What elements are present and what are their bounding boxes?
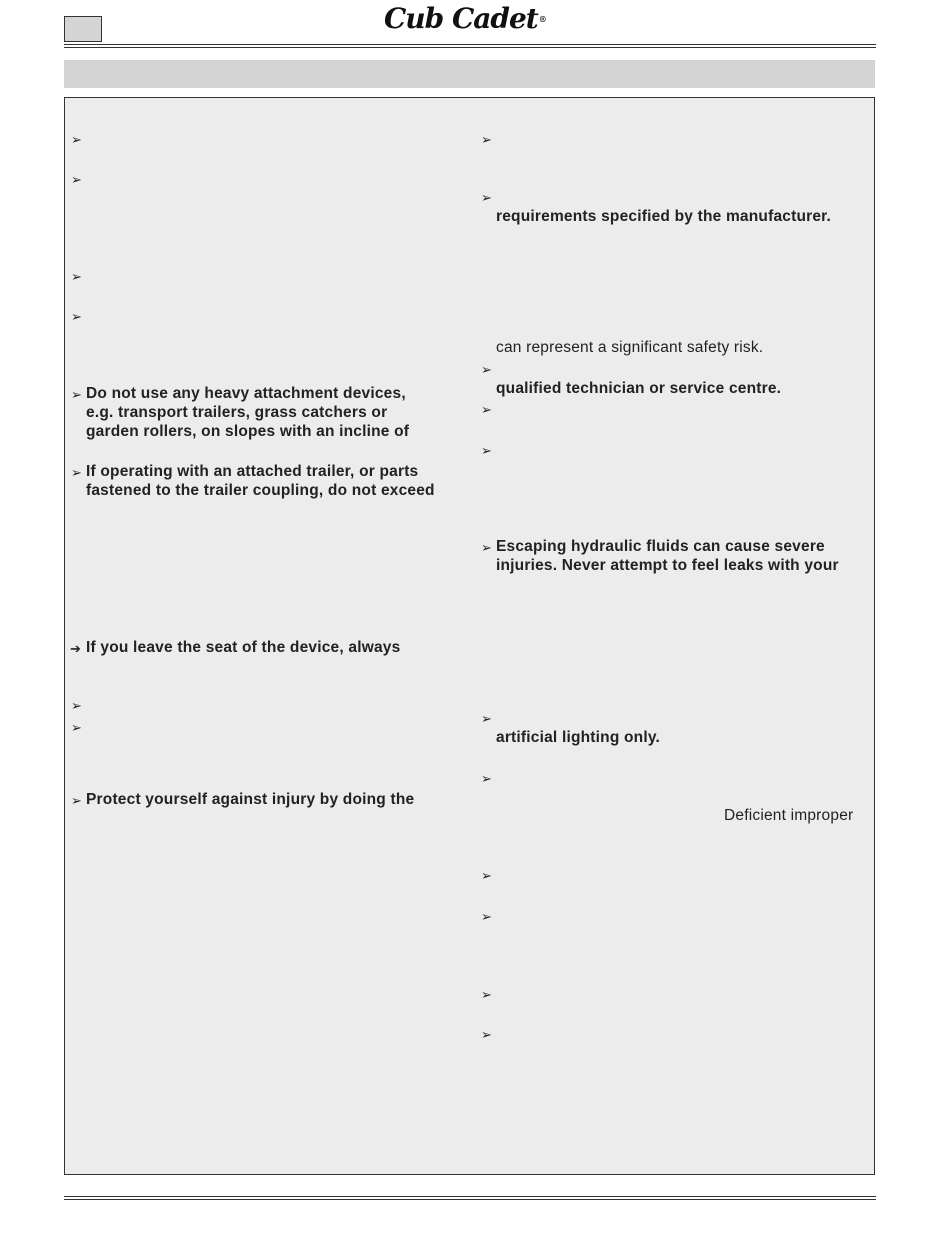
heavy-attachments-line-2: e.g. transport trailers, grass catchers or <box>86 404 388 421</box>
arrowhead-bullet-icon: ➢ <box>71 172 82 187</box>
leave-seat-line: If you leave the seat of the device, always <box>86 639 401 656</box>
deficient-line: Deficient improper <box>724 807 854 824</box>
qualified-line: qualified technician or service centre. <box>496 380 782 397</box>
arrowhead-bullet-icon: ➢ <box>71 720 82 735</box>
trailer-line-2: fastened to the trailer coupling, do not exceed <box>86 482 435 499</box>
safety-risk-line: can represent a significant safety risk. <box>496 339 764 356</box>
requirements-line: requirements specified by the manufacturer. <box>496 208 832 225</box>
arrowhead-bullet-icon: ➢ <box>71 387 82 402</box>
footer-rule <box>64 1199 876 1200</box>
arrowhead-bullet-icon: ➢ <box>481 402 492 417</box>
registered-mark: ® <box>538 14 546 24</box>
arrowhead-bullet-icon: ➢ <box>71 132 82 147</box>
arrowhead-bullet-icon: ➢ <box>71 269 82 284</box>
arrowhead-bullet-icon: ➢ <box>481 132 492 147</box>
arrowhead-bullet-icon: ➢ <box>71 698 82 713</box>
cub-cadet-logo <box>384 4 546 34</box>
arrowhead-bullet-icon: ➢ <box>481 771 492 786</box>
arrowhead-bullet-icon: ➢ <box>481 443 492 458</box>
header-rule <box>64 44 876 45</box>
arrowhead-bullet-icon: ➢ <box>71 793 82 808</box>
arrowhead-bullet-icon: ➢ <box>71 309 82 324</box>
heavy-attachments-line-3: garden rollers, on slopes with an incline of <box>86 423 410 440</box>
arrowhead-bullet-icon: ➢ <box>71 465 82 480</box>
right-arrow-bullet-icon: ➔ <box>70 641 81 656</box>
trailer-line-1: If operating with an attached trailer, or parts <box>86 463 419 480</box>
protect-line: Protect yourself against injury by doing the <box>86 791 415 808</box>
page-number-box <box>64 16 102 42</box>
arrowhead-bullet-icon: ➢ <box>481 868 492 883</box>
arrowhead-bullet-icon: ➢ <box>481 987 492 1002</box>
section-title-band <box>64 60 875 88</box>
safety-instructions-box <box>64 97 875 1175</box>
footer-rule <box>64 1196 876 1197</box>
lighting-line: artificial lighting only. <box>496 729 661 746</box>
arrowhead-bullet-icon: ➢ <box>481 190 492 205</box>
arrowhead-bullet-icon: ➢ <box>481 1027 492 1042</box>
arrowhead-bullet-icon: ➢ <box>481 540 492 555</box>
arrowhead-bullet-icon: ➢ <box>481 711 492 726</box>
logo-text: Cub Cadet <box>384 2 538 35</box>
hydraulic-line-2: injuries. Never attempt to feel leaks with your <box>496 557 839 574</box>
arrowhead-bullet-icon: ➢ <box>481 362 492 377</box>
header-rule <box>64 47 876 48</box>
hydraulic-line-1: Escaping hydraulic fluids can cause severe <box>496 538 825 555</box>
heavy-attachments-line-1: Do not use any heavy attachment devices, <box>86 385 406 402</box>
arrowhead-bullet-icon: ➢ <box>481 909 492 924</box>
